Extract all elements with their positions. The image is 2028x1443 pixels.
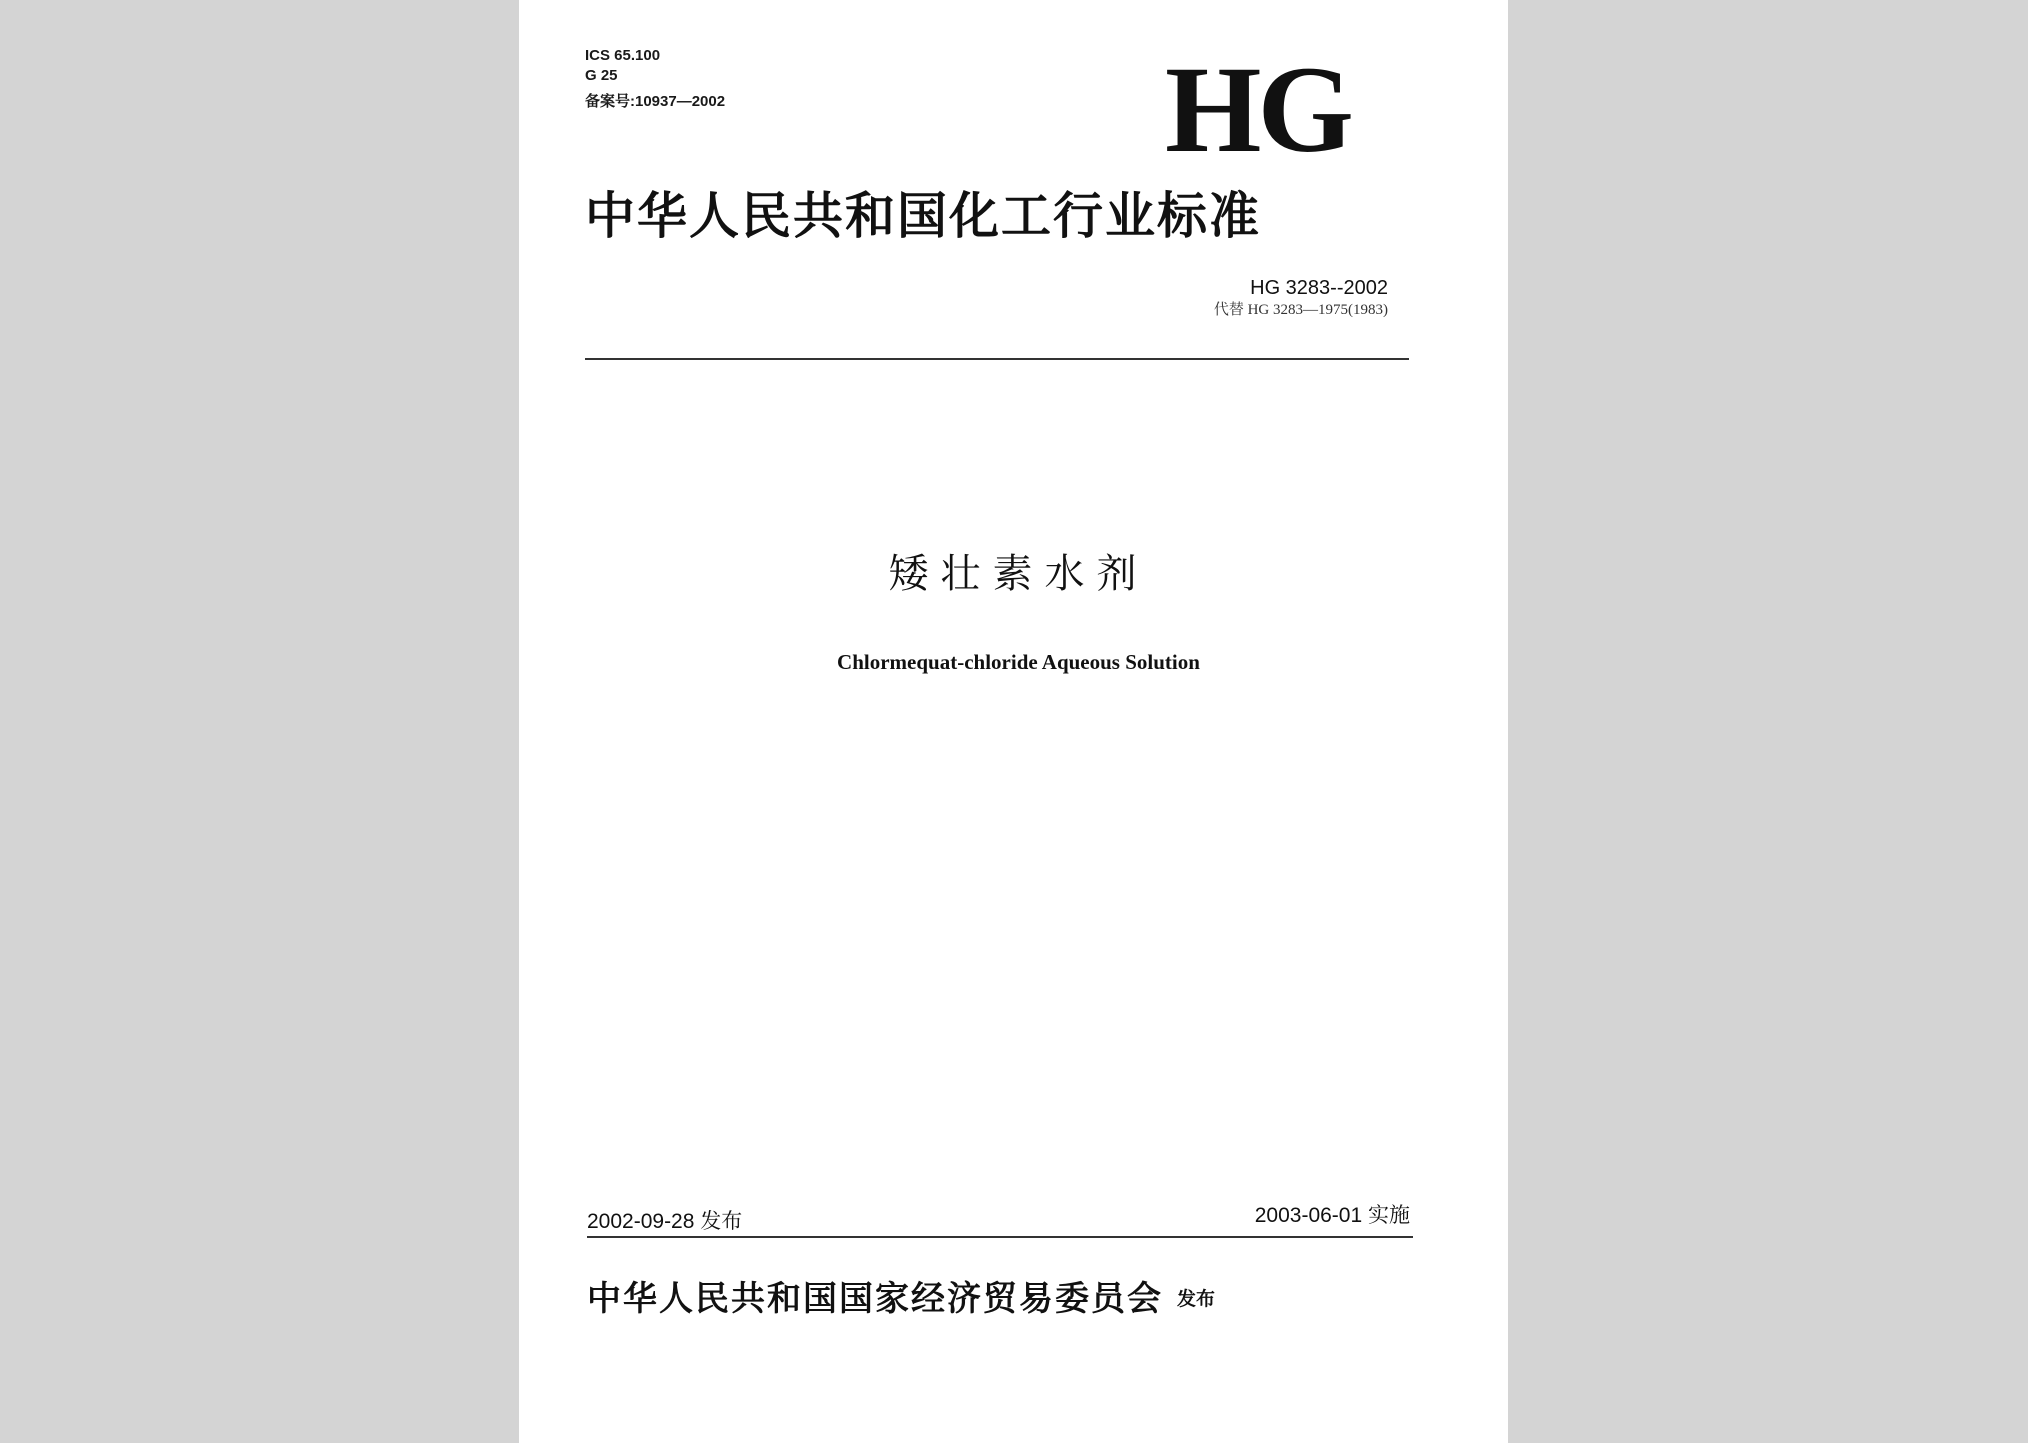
ics-code: ICS 65.100 [585,47,661,64]
standard-number: HG 3283--2002 [1250,277,1388,299]
issue-date: 2002-09-28 发布 [587,1210,743,1233]
standard-number-block [1214,276,1388,320]
implementation-date: 2003-06-01 实施 [1254,1204,1410,1227]
product-name-en: Chlormequat-chloride Aqueous Solution [837,650,1200,674]
bottom-divider [587,1236,1413,1238]
filing-number: 备案号:10937—2002 [585,93,726,110]
issuer-action: 发布 [1177,1288,1216,1310]
issuer-organization: 中华人民共和国国家经济贸易委员会 [587,1279,1163,1319]
replaces-standard: 代替 HG 3283—1975(1983) [1213,302,1388,318]
product-name-zh: 矮壮素水剂 [888,551,1149,597]
issuer-line [587,1276,1417,1322]
document-page [519,0,1508,1443]
standard-title: 中华人民共和国化工行业标准 [585,187,1261,245]
ccs-code: G 25 [585,67,618,84]
classification-block [585,46,725,112]
hg-logo: HG [1165,41,1350,178]
top-divider [585,358,1409,360]
